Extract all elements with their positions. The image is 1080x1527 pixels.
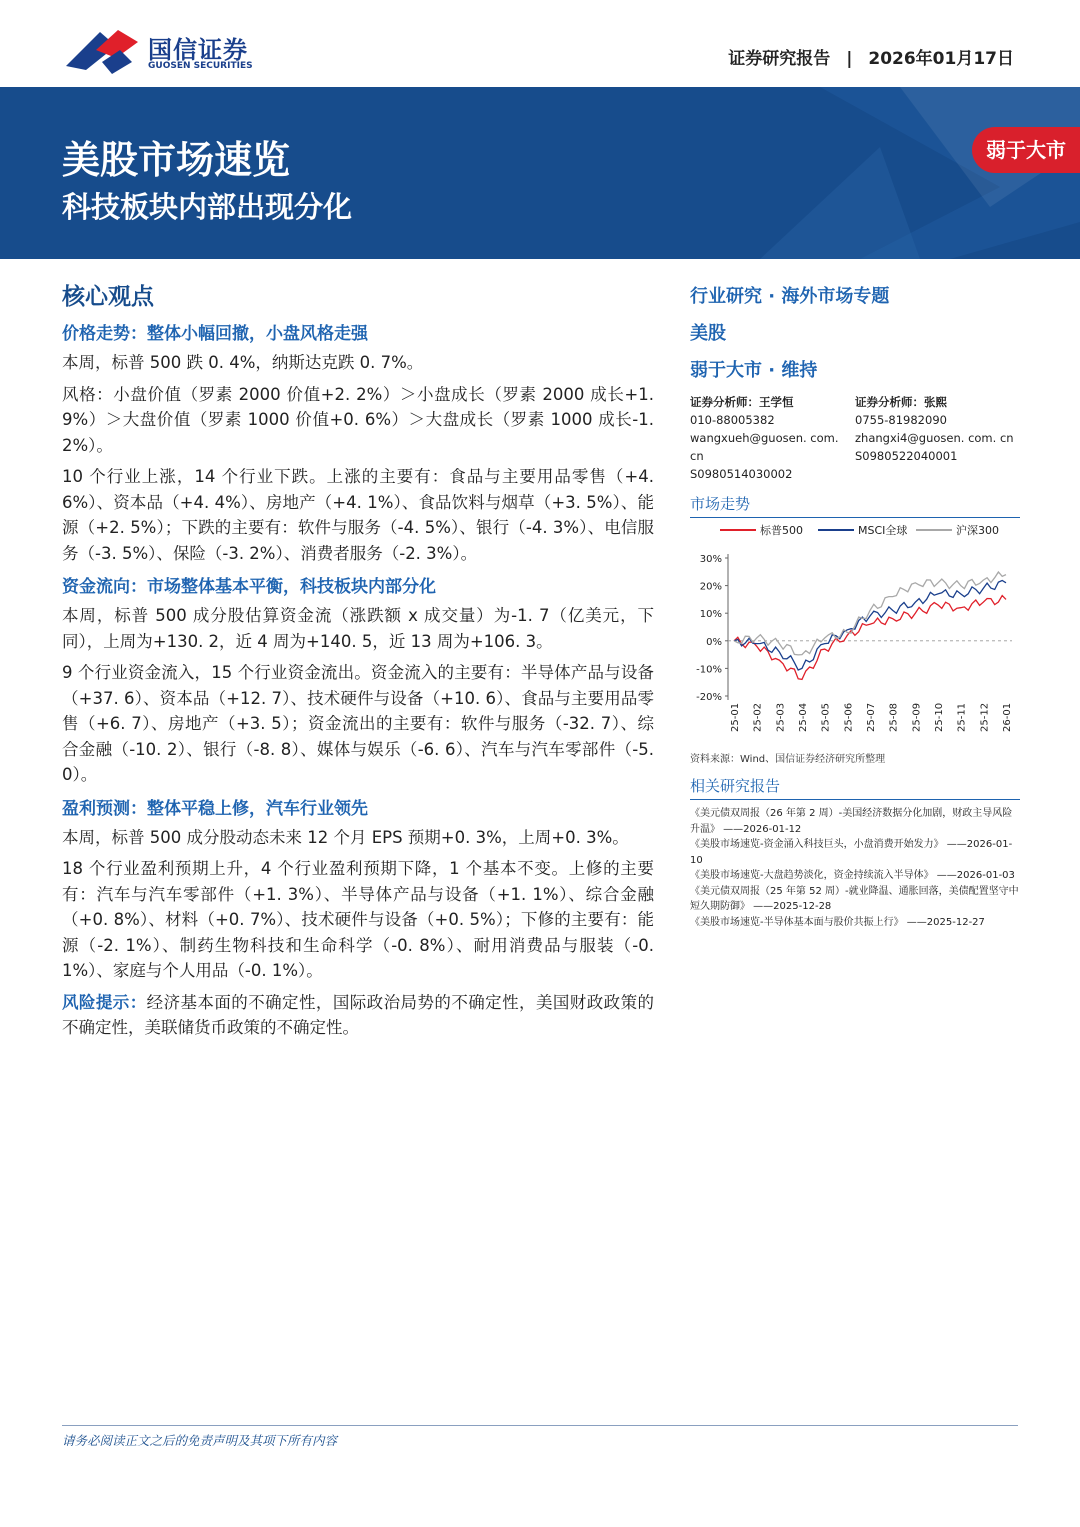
analyst-cert: S0980514030002 bbox=[690, 467, 793, 481]
x-tick-label: 25-05 bbox=[820, 702, 832, 732]
report-date: 2026年01月17日 bbox=[868, 49, 1014, 69]
related-report-item[interactable]: 《美股市场速览-资金涌入科技巨头，小盘消费开始发力》 ——2026-01-10 bbox=[690, 839, 1013, 866]
company-logo bbox=[66, 28, 256, 78]
legend-label: 标普500 bbox=[760, 524, 803, 537]
legend-label: MSCI全球 bbox=[858, 524, 908, 537]
report-meta: 证券研究报告 | 2026年01月17日 bbox=[728, 49, 1014, 69]
footer-divider bbox=[62, 1425, 1018, 1426]
x-tick-label: 25-07 bbox=[866, 702, 877, 732]
chart-source: 资料来源：Wind、国信证券经济研究所整理 bbox=[690, 754, 886, 765]
analysts bbox=[690, 393, 1020, 483]
paragraph: 9 个行业资金流入，15 个行业资金流出。资金流入的主要有：半导体产品与设备（+37. 6）、资本品（+12. 7）、技术硬件与设备（+10. 6）、食品与主要用品零售（+6. 7）、房地产（+3. 5）；资金流出的主要有：软件与服务（-32. 7）、综合金融（-10. 2）、银行（-8. 8）、媒体与娱乐（-6. 6）、汽车与汽车零部件（-5. 0）。 bbox=[62, 663, 654, 784]
series-line bbox=[734, 596, 1006, 680]
x-tick-label: 25-11 bbox=[956, 702, 968, 732]
market-trend-chart bbox=[690, 518, 1020, 748]
series-line bbox=[734, 581, 1006, 671]
analyst-email[interactable]: wangxueh@guosen. com. cn bbox=[690, 431, 839, 463]
paragraph: 本周，标普 500 跌 0. 4%，纳斯达克跌 0. 7%。 bbox=[62, 353, 424, 372]
x-tick-label: 25-02 bbox=[752, 702, 764, 732]
title-banner bbox=[0, 87, 1080, 259]
analyst-phone: 010-88005382 bbox=[690, 413, 775, 427]
core-views-title: 核心观点 bbox=[62, 284, 154, 310]
paragraph: 18 个行业盈利预期上升，4 个行业盈利预期下降，1 个基本不变。上修的主要有：汽车与汽车零部件（+1. 3%）、半导体产品与设备（+1. 1%）、综合金融（+0. 8%）、材料（+0. 7%）、技术硬件与设备（+0. 5%）；下修的主要有：能源（-2. 1%）、制药生物科技和生命科学（-0. 8%）、耐用消费品与服装（-0. 1%）、家庭与个人用品（-0. 1%）。 bbox=[62, 859, 654, 980]
risk-label: 风险提示： bbox=[62, 992, 147, 1012]
paragraph: 本周，标普 500 成分股估算资金流（涨跌额 x 成交量）为-1. 7（亿美元，下同），上周为+130. 2，近 4 周为+140. 5，近 13 周为+106. 3。 bbox=[62, 606, 654, 651]
y-tick-label: 0% bbox=[706, 636, 722, 648]
section-heading-price: 价格走势：整体小幅回撤，小盘风格走强 bbox=[62, 324, 368, 344]
y-tick-label: 30% bbox=[699, 554, 722, 565]
logo-name-en: GUOSEN SECURITIES bbox=[148, 61, 253, 71]
analyst-name: 证券分析师：王学恒 bbox=[690, 395, 794, 409]
x-tick-label: 26-01 bbox=[1002, 702, 1013, 732]
risk-text: 经济基本面的不确定性，国际政治局势的不确定性，美国财政政策的不确定性，美联储货币政策的不确定性。 bbox=[62, 992, 655, 1037]
guosen-logo-icon bbox=[66, 28, 142, 78]
x-tick-label: 25-09 bbox=[911, 702, 923, 732]
analyst-phone: 0755-81982090 bbox=[855, 413, 947, 427]
rating-maintain: 弱于大市 · 维持 bbox=[690, 360, 818, 381]
y-tick-label: 10% bbox=[699, 609, 722, 621]
legend-label: 沪深300 bbox=[956, 524, 999, 537]
y-tick-label: 20% bbox=[699, 581, 722, 593]
sidebar bbox=[690, 282, 1020, 930]
x-tick-label: 25-10 bbox=[934, 702, 945, 732]
market-trend-title: 市场走势 bbox=[690, 493, 1020, 518]
x-tick-label: 25-04 bbox=[798, 702, 809, 732]
x-tick-label: 25-06 bbox=[843, 702, 855, 732]
x-tick-label: 25-12 bbox=[979, 702, 991, 732]
related-report-item[interactable]: 《美股市场速览-半导体基本面与股价共振上行》 ——2025-12-27 bbox=[690, 916, 985, 928]
related-report-item[interactable]: 《美股市场速览-大盘趋势淡化，资金持续流入半导体》 ——2026-01-03 bbox=[690, 870, 1015, 881]
chart-svg bbox=[690, 518, 1020, 748]
analyst-card bbox=[690, 393, 855, 483]
market: 美股 bbox=[690, 323, 726, 344]
analyst-cert: S0980522040001 bbox=[855, 449, 958, 463]
x-tick-label: 25-01 bbox=[730, 702, 741, 732]
y-tick-label: -20% bbox=[696, 692, 722, 703]
paragraph: 10 个行业上涨，14 个行业下跌。上涨的主要有：食品与主要用品零售（+4. 6%）、资本品（+4. 4%）、房地产（+4. 1%）、食品饮料与烟草（+3. 5%）、能源（+2. 5%）；下跌的主要有：软件与服务（-4. 5%）、银行（-4. 3%）、电信服务（-3. 5%）、保险（-3. 2%）、消费者服务（-2. 3%）。 bbox=[62, 467, 654, 563]
analyst-email[interactable]: zhangxi4@guosen. com. cn bbox=[855, 431, 1014, 445]
report-title: 美股市场速览 bbox=[62, 138, 291, 182]
core-views bbox=[62, 278, 654, 1047]
related-report-item[interactable]: 《美元债双周报（26 年第 2 周）-美国经济数据分化加剧，财政主导风险升温》 ——2026-01-12 bbox=[690, 808, 1013, 835]
paragraph: 本周，标普 500 成分股动态未来 12 个月 EPS 预期+0. 3%，上周+0. 3%。 bbox=[62, 827, 629, 847]
rating-badge: 弱于大市 bbox=[972, 127, 1080, 173]
paragraph: 风格：小盘价值（罗素 2000 价值+2. 2%）＞小盘成长（罗素 2000 成长+1. 9%）＞大盘价值（罗素 1000 价值+0. 6%）＞大盘成长（罗素 1000 成长-1. 2%）。 bbox=[62, 384, 654, 455]
related-reports-title: 相关研究报告 bbox=[690, 775, 1020, 800]
analyst-card bbox=[855, 393, 1020, 483]
footer-disclaimer: 请务必阅读正文之后的免责声明及其项下所有内容 bbox=[62, 1433, 338, 1448]
report-subtitle: 科技板块内部出现分化 bbox=[62, 190, 353, 224]
section-heading-flow: 资金流向：市场整体基本平衡，科技板块内部分化 bbox=[62, 577, 436, 597]
report-type: 证券研究报告 bbox=[728, 49, 831, 69]
logo-name-cn: 国信证券 bbox=[148, 36, 248, 64]
series-line bbox=[734, 572, 1006, 655]
related-report-item[interactable]: 《美元债双周报（25 年第 52 周）-就业降温、通胀回落，美债配置坚守中短久期防御》 ——2025-12-28 bbox=[690, 885, 1019, 912]
risk-warning bbox=[62, 990, 654, 1041]
x-tick-label: 25-03 bbox=[775, 702, 787, 732]
analyst-name: 证券分析师：张熙 bbox=[855, 395, 947, 409]
y-tick-label: -10% bbox=[696, 664, 722, 676]
x-tick-label: 25-08 bbox=[888, 702, 900, 732]
related-reports-list bbox=[690, 806, 1020, 930]
category: 行业研究 · 海外市场专题 bbox=[690, 286, 890, 307]
section-heading-earnings: 盈利预测：整体平稳上修，汽车行业领先 bbox=[62, 798, 368, 819]
